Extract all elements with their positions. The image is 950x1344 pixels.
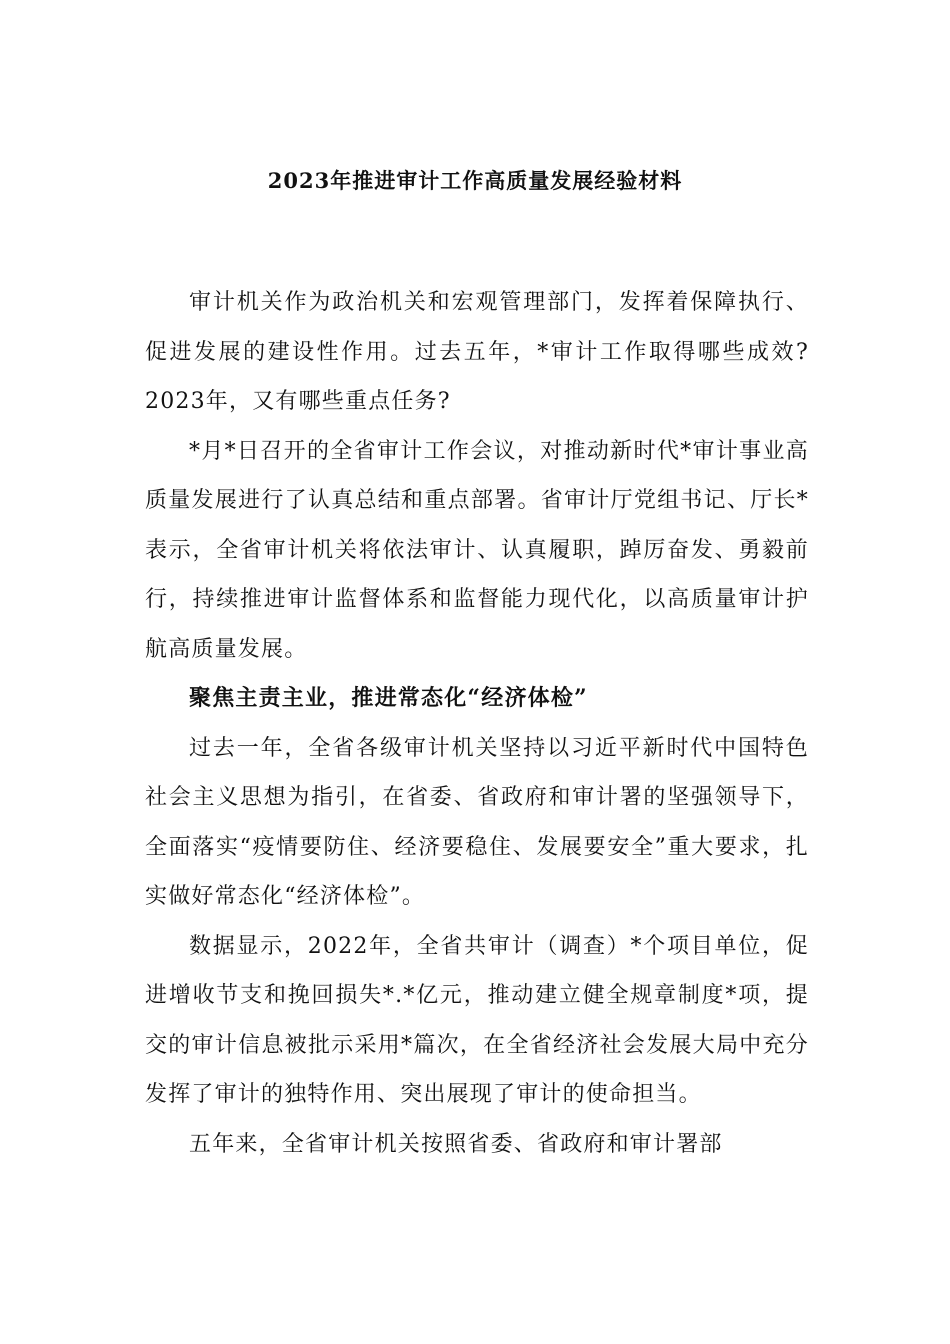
section-heading: 聚焦主责主业，推进常态化“经济体检” bbox=[189, 685, 588, 711]
paragraph-past-year: 过去一年，全省各级审计机关坚持以习近平新时代中国特色社会主义思想为指引，在省委、省政府和审计署的坚强领导下，全面落实“疫情要防住、经济要稳住、发展要安全”重大要求，扎实做好常态化“经济体检”。 bbox=[145, 735, 809, 909]
paragraph-data: 数据显示，2022年，全省共审计（调查）*个项目单位，促进增收节支和挽回损失*.*亿元，推动建立健全规章制度*项，提交的审计信息被批示采用*篇次，在全省经济社会发展大局中充分发挥了审计的独特作用、突出展现了审计的使命担当。 bbox=[145, 933, 809, 1107]
paragraph-meeting: *月*日召开的全省审计工作会议，对推动新时代*审计事业高质量发展进行了认真总结和重点部署。省审计厅党组书记、厅长*表示，全省审计机关将依法审计、认真履职，踔厉奋发、勇毅前行，持续推进审计监督体系和监督能力现代化，以高质量审计护航高质量发展。 bbox=[145, 438, 809, 662]
document-body bbox=[145, 278, 809, 1169]
paragraph-intro: 审计机关作为政治机关和宏观管理部门，发挥着保障执行、促进发展的建设性作用。过去五年，*审计工作取得哪些成效?2023年，又有哪些重点任务? bbox=[145, 290, 809, 414]
document-title: 2023年推进审计工作高质量发展经验材料 bbox=[267, 168, 683, 193]
paragraph-five-years: 五年来，全省审计机关按照省委、省政府和审计署部 bbox=[189, 1131, 723, 1157]
